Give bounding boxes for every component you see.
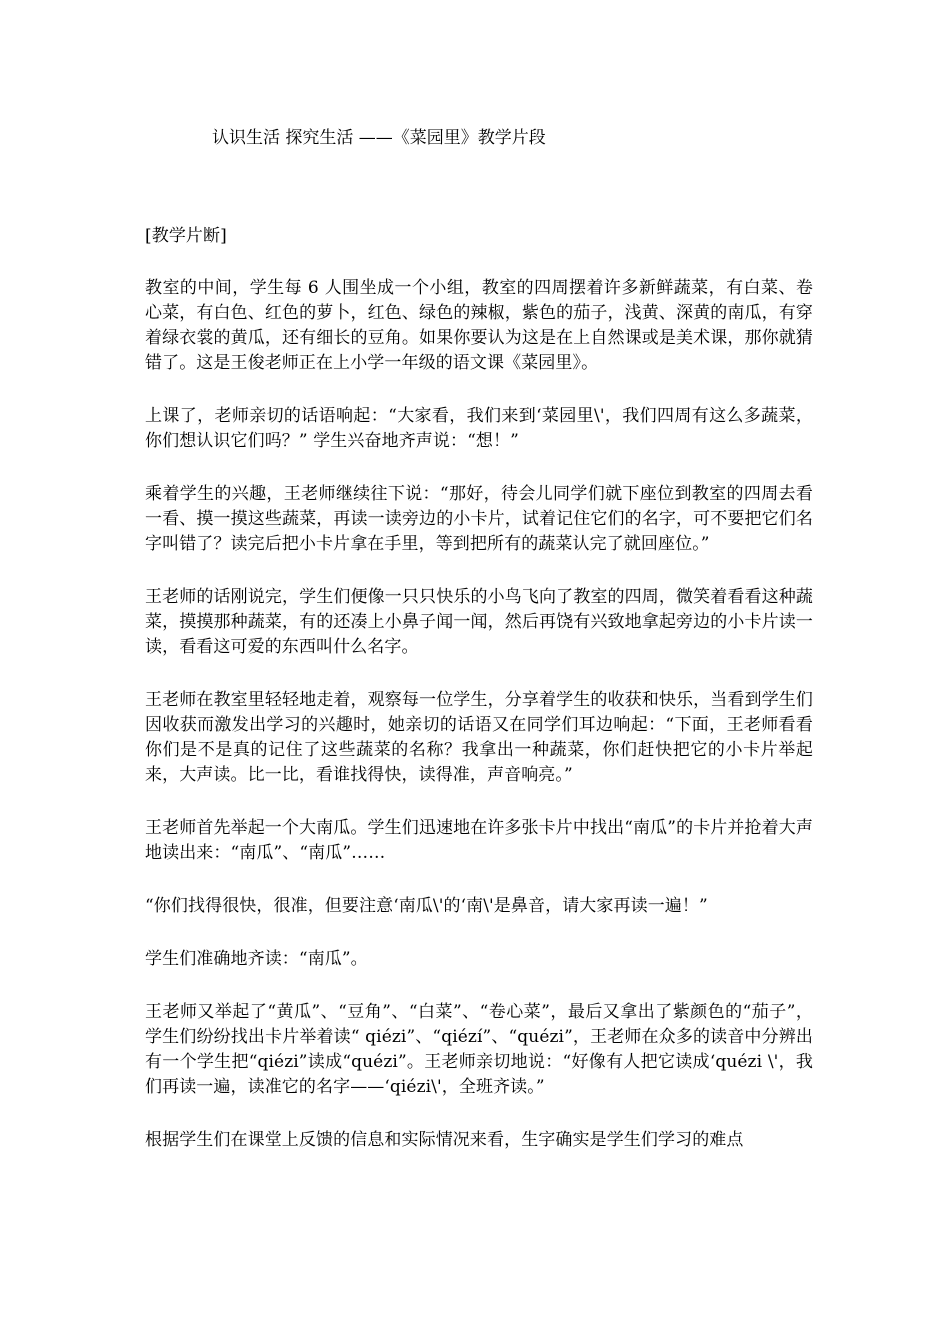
paragraph: 学生们准确地齐读：“南瓜”。	[145, 949, 368, 969]
paragraph: 王老师在教室里轻轻地走着，观察每一位学生，分享着学生的收获和快乐，当看到学生们因收获而激发出学习的兴趣时，她亲切的话语又在同学们耳边响起：“下面，王老师看看你们是不是真的记住了这些蔬菜的名称？我拿出一种蔬菜，你们赶快把它的小卡片举起来，大声读。比一比，看谁找得快，读得准，声音响亮。”	[145, 690, 813, 785]
paragraph: 上课了，老师亲切的话语响起：“大家看，我们来到‘菜园里\'，我们四周有这么多蔬菜，你们想认识它们吗？” 学生兴奋地齐声说：“想！”	[145, 406, 813, 451]
paragraph: 根据学生们在课堂上反馈的信息和实际情况来看，生字确实是学生们学习的难点	[145, 1130, 744, 1150]
paragraph: 王老师又举起了“黄瓜”、“豆角”、“白菜”、“卷心菜”，最后又拿出了紫颜色的“茄子”，学生们纷纷找出卡片举着读“ qiézi”、“qiézí”、“quézi”，王老师在众多的读音中分辨出有一个学生把“qiézi”读成“quézi”。王老师亲切地说：“好像有人把它读成‘quézi \'，我们再读一遍，读准它的名字——‘qiézi\'，全班齐读。”	[145, 1002, 813, 1097]
document-body	[145, 224, 813, 1181]
document-title: 认识生活 探究生活 ——《菜园里》教学片段	[212, 128, 546, 148]
paragraph: “你们找得很快，很准，但要注意‘南瓜\'的‘南\'是鼻音，请大家再读一遍！”	[145, 896, 708, 916]
paragraph: 王老师首先举起一个大南瓜。学生们迅速地在许多张卡片中找出“南瓜”的卡片并抢着大声地读出来：“南瓜”、“南瓜”……	[145, 818, 813, 863]
paragraph: 乘着学生的兴趣，王老师继续往下说：“那好，待会儿同学们就下座位到教室的四周去看一看、摸一摸这些蔬菜，再读一读旁边的小卡片，试着记住它们的名字，可不要把它们名字叫错了？读完后把小卡片拿在手里，等到把所有的蔬菜认完了就回座位。”	[145, 484, 813, 554]
paragraph: 教室的中间，学生每 6 人围坐成一个小组，教室的四周摆着许多新鲜蔬菜，有白菜、卷心菜，有白色、红色的萝卜，红色、绿色的辣椒，紫色的茄子，浅黄、深黄的南瓜，有穿着绿衣裳的黄瓜，还有细长的豆角。如果你要认为这是在上自然课或是美术课，那你就猜错了。这是王俊老师正在上小学一年级的语文课《菜园里》。	[145, 278, 813, 373]
section-label: [教学片断]	[145, 226, 227, 246]
paragraph: 王老师的话刚说完，学生们便像一只只快乐的小鸟飞向了教室的四周，微笑着看看这种蔬菜，摸摸那种蔬菜，有的还凑上小鼻子闻一闻，然后再饶有兴致地拿起旁边的小卡片读一读，看看这可爱的东西叫什么名字。	[145, 587, 813, 657]
